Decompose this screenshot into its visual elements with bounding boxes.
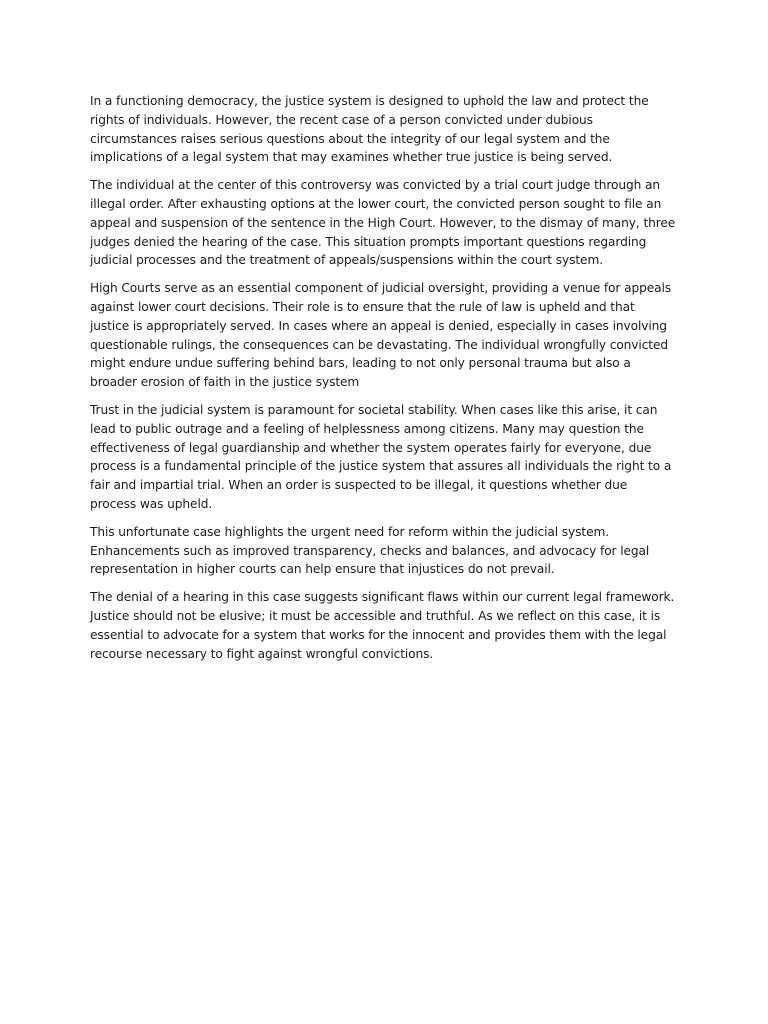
- paragraph-2: The individual at the center of this controversy was convicted by a trial court judge through an illegal order. After exhausting options at the lower court, the convicted person sought to file an appeal and suspension of the sentence in the High Court. However, to the dismay of many, three judges denied the hearing of the case. This situation prompts important questions regarding judicial processes and the treatment of appeals/suspensions within the court system.: [90, 178, 676, 268]
- document-body: [90, 92, 676, 672]
- paragraph-6: The denial of a hearing in this case suggests significant flaws within our current legal framework. Justice should not be elusive; it must be accessible and truthful. As we reflect on this case, it is essential to advocate for a system that works for the innocent and provides them with the legal recourse necessary to fight against wrongful convictions.: [90, 590, 675, 661]
- paragraph-3: High Courts serve as an essential component of judicial oversight, providing a venue for appeals against lower court decisions. Their role is to ensure that the rule of law is upheld and that justice is appropriately served. In cases where an appeal is denied, especially in cases involving questionable rulings, the consequences can be devastating. The individual wrongfully convicted might endure undue suffering behind bars, leading to not only personal trauma but also a broader erosion of faith in the justice system: [90, 281, 672, 390]
- paragraph-1: In a functioning democracy, the justice system is designed to uphold the law and protect the rights of individuals. However, the recent case of a person convicted under dubious circumstances raises serious questions about the integrity of our legal system and the implications of a legal system that may examines whether true justice is being served.: [90, 94, 649, 165]
- paragraph-4: Trust in the judicial system is paramount for societal stability. When cases like this arise, it can lead to public outrage and a feeling of helplessness among citizens. Many may question the effectiveness of legal guardianship and whether the system operates fairly for everyone, due process is a fundamental principle of the justice system that assures all individuals the right to a fair and impartial trial. When an order is suspected to be illegal, it questions whether due process was upheld.: [90, 402, 672, 511]
- paragraph-5: This unfortunate case highlights the urgent need for reform within the judicial system. Enhancements such as improved transparency, checks and balances, and advocacy for legal representation in higher courts can help ensure that injustices do not prevail.: [90, 524, 650, 577]
